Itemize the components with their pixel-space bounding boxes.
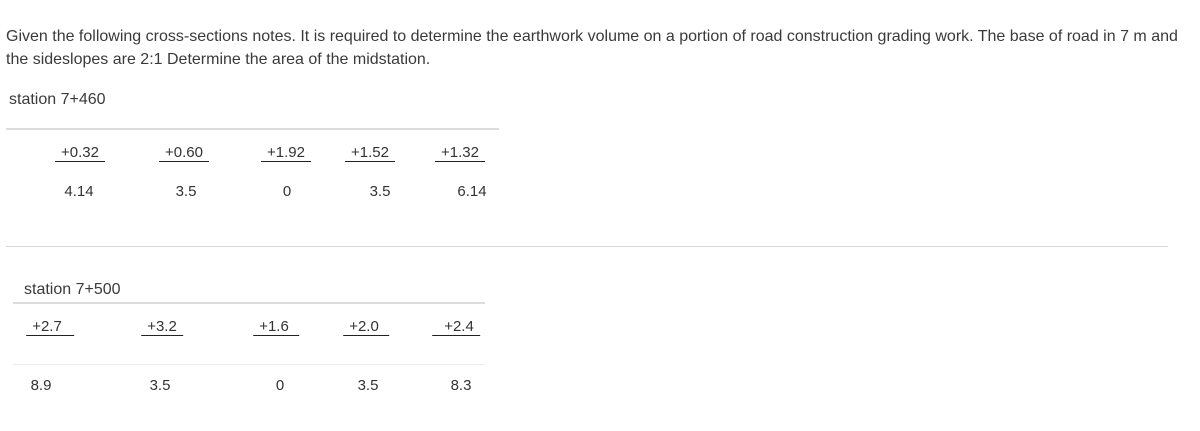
numerator-cell: +1.6 [253, 318, 299, 336]
table-top-rule [6, 128, 499, 130]
denominator-cell: 8.3 [450, 377, 472, 394]
numerator-cell: +2.0 [343, 318, 389, 336]
denominator-cell: 0 [282, 183, 292, 200]
numerator-cell: +1.32 [435, 144, 485, 162]
table-top-rule [13, 302, 485, 304]
station-label-7-460: station 7+460 [9, 91, 106, 108]
numerator-cell: +1.92 [261, 144, 311, 162]
denominator-cell: 3.5 [149, 377, 171, 394]
question-text: Given the following cross-sections notes. It is required to determine the earthwork volume on a portion of road construction grading work. The base of road in 7 m and the sideslopes are 2:1 Determine the area of the midstation. [6, 28, 1178, 68]
denominator-cell: 3.5 [175, 183, 197, 200]
numerator-cell: +2.4 [432, 318, 480, 336]
denominator-cell: 0 [275, 377, 285, 394]
numerator-cell: +0.32 [55, 144, 105, 162]
denominator-cell: 3.5 [357, 377, 379, 394]
denominator-cell: 8.9 [30, 377, 52, 394]
numerator-cell: +2.7 [26, 318, 74, 336]
station-label-7-500: station 7+500 [24, 281, 121, 298]
numerator-cell: +0.60 [159, 144, 209, 162]
denominator-cell: 3.5 [369, 183, 391, 200]
row-divider [13, 364, 485, 365]
numerator-cell: +3.2 [141, 318, 183, 336]
denominator-cell: 4.14 [64, 183, 94, 200]
section-divider [6, 246, 1168, 247]
numerator-cell: +1.52 [345, 144, 395, 162]
denominator-cell: 6.14 [457, 183, 487, 200]
